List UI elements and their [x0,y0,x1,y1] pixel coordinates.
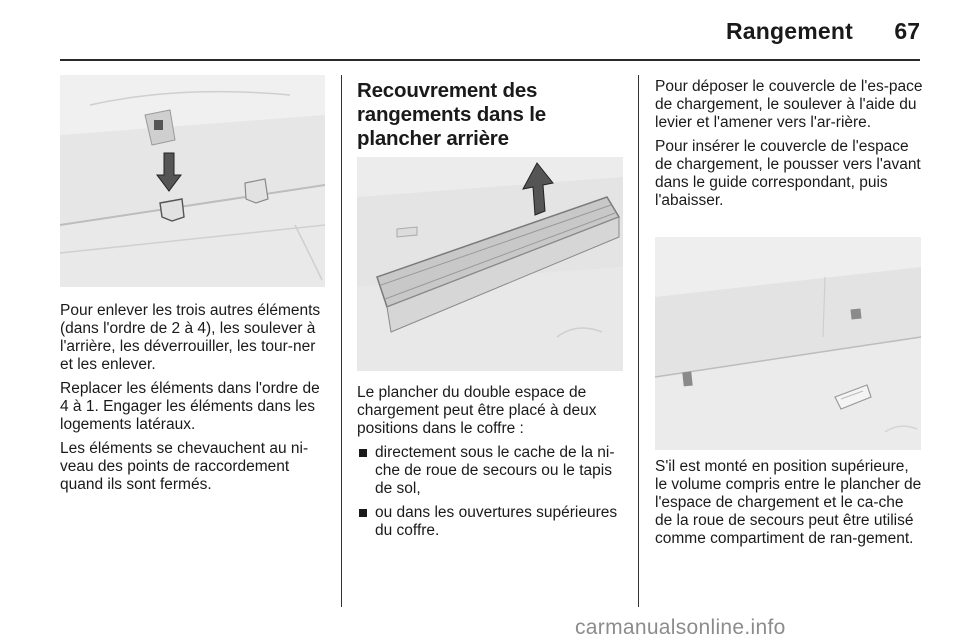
header-title: Rangement [725,18,853,44]
paragraph: Replacer les éléments dans l'ordre de 4 à 1. Engager les éléments dans les logements latéraux. [60,380,320,433]
page-header [0,0,960,60]
column-divider-1 [341,75,342,607]
list-item: ou dans les ouvertures supérieures du coffre. [357,504,623,540]
column-3-text-bottom [655,458,923,554]
watermark: carmanualsonline.info [575,616,786,639]
paragraph: Pour enlever les trois autres éléments (dans l'ordre de 2 à 4), les soulever à l'arrière, les déverrouiller, les tour-ner et les enlever. [60,302,321,373]
figure-loading-floor-upper-position [655,237,921,450]
paragraph: Pour déposer le couvercle de l'es-pace de chargement, le soulever à l'aide du levier et l'amener vers l'ar-rière. [655,78,923,131]
column-divider-2 [638,75,639,607]
column-3-text-top [655,78,923,216]
page-number: 67 [894,18,920,44]
figure-loading-floor-lift [357,157,623,371]
section-title: Recouvrement des rangements dans le plancher arrière [357,79,546,150]
paragraph: Pour insérer le couvercle de l'espace de chargement, le pousser vers l'avant dans le guide correspondant, puis l'abaisser. [655,138,921,209]
paragraph: S'il est monté en position supérieure, le volume compris entre le plancher de l'espace de chargement et le ca-che de la roue de secours peut être utilisé comme compartiment de ran-gement. [655,458,922,547]
column-2-text [357,384,623,546]
intro-paragraph: Le plancher du double espace de chargement peut être placé à deux positions dans le coffre : [357,384,597,437]
bullet-list [357,444,623,540]
paragraph: Les éléments se chevauchent au ni-veau des points de raccordement quand ils sont fermés. [60,440,309,493]
figure-floor-element-lock [60,75,325,287]
list-item: directement sous le cache de la ni-che de roue de secours ou le tapis de sol, [357,444,623,498]
column-1-text [60,302,326,500]
header-rule [60,59,920,61]
